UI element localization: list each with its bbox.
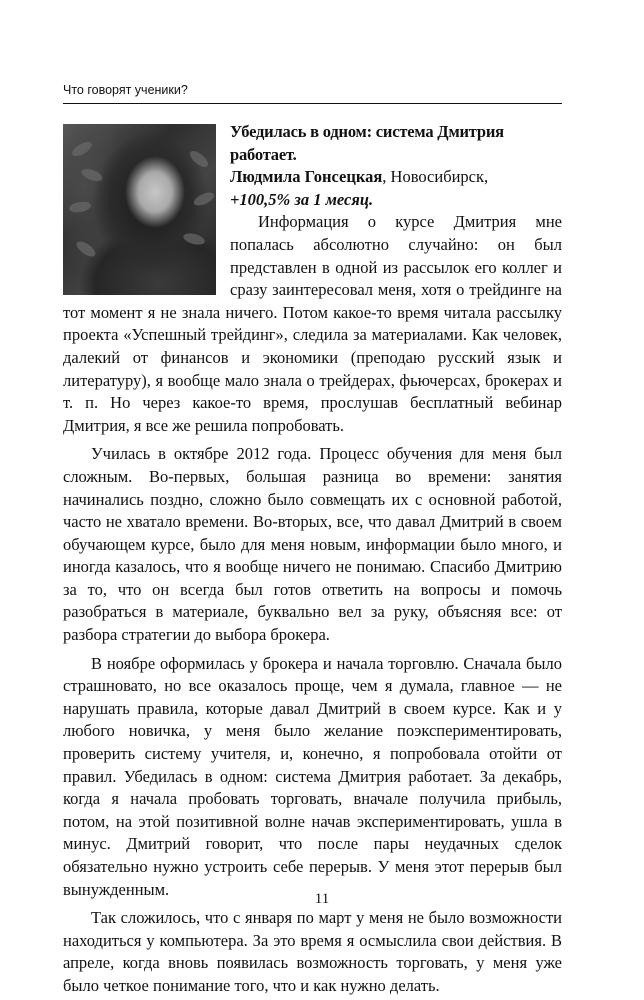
running-title: Что говорят ученики? xyxy=(63,83,188,97)
trading-result: +100,5% за 1 месяц. xyxy=(230,189,374,209)
page-number: 11 xyxy=(314,891,330,907)
header-rule xyxy=(63,103,562,104)
testimonial-body xyxy=(63,121,562,998)
paragraph: Информация о курсе Дмитрия мне попалась абсолютно случайно: он был представлен в одной из рассылок его коллег и сразу заинтересовал меня, хотя о трейдинге на тот момент я не знала ничего. Потом какое-то время читала рассылку проекта «Успешный трейдинг», следила за материалами. Как человек, далекий от финансов и экономики (преподаю русский язык и литературу), я вообще мало знала о трейдерах, фьючерсах, брокерах и т. п. Но через какое-то время, прослушав бесплатный вебинар Дмитрия, я все же решила попробовать. xyxy=(63,212,562,435)
paragraph: Училась в октябре 2012 года. Процесс обучения для меня был сложным. Во-первых, большая разница во времени: занятия начинались поздно, сложно было совмещать их с основной работой, часто не хватало времени. Во-вторых, все, что давал Дмитрий в своем обучающем курсе, было для меня новым, информации было много, и иногда казалось, что я вообще ничего не понимаю. Спасибо Дмитрию за то, что он всегда был готов ответить на вопросы и помочь разобраться в материале, буквально вел за руку, объясняя все: от разбора стратегии до выбора брокера. xyxy=(63,444,562,645)
paragraph: В ноябре оформилась у брокера и начала торговлю. Сначала было страшновато, но все оказалось проще, чем я думала, главное — не нарушать правила, которые давал Дмитрий в своем курсе. Как и у любого новичка, у меня было желание поэкспериментировать, проверить систему учителя, и, конечно, я попробовала отойти от правил. Убедилась в одном: система Дмитрия работает. За декабрь, когда я начала пробовать торговать, вначале получила прибыль, потом, на этой позитивной волне начав экспериментировать, ушла в минус. Дмитрий говорит, что после пары неудачных сделок обязательно нужно устроить себе перерыв. У меня этот перерыв был вынужденным. xyxy=(63,653,562,899)
author-photo xyxy=(63,124,216,295)
paragraph: Так сложилось, что с января по март у меня не было возможности находиться у компьютера. За это время я осмыслила свои действия. В апреле, когда вновь появилась возможность торговать, у меня уже было четкое понимание того, что и как нужно делать. xyxy=(63,908,562,995)
testimonial-title: Убедилась в одном: система Дмитрия работает. xyxy=(230,122,504,164)
author-name: Людмила Гонсецкая xyxy=(230,167,383,187)
author-city: , Новосибирск, xyxy=(382,167,489,187)
